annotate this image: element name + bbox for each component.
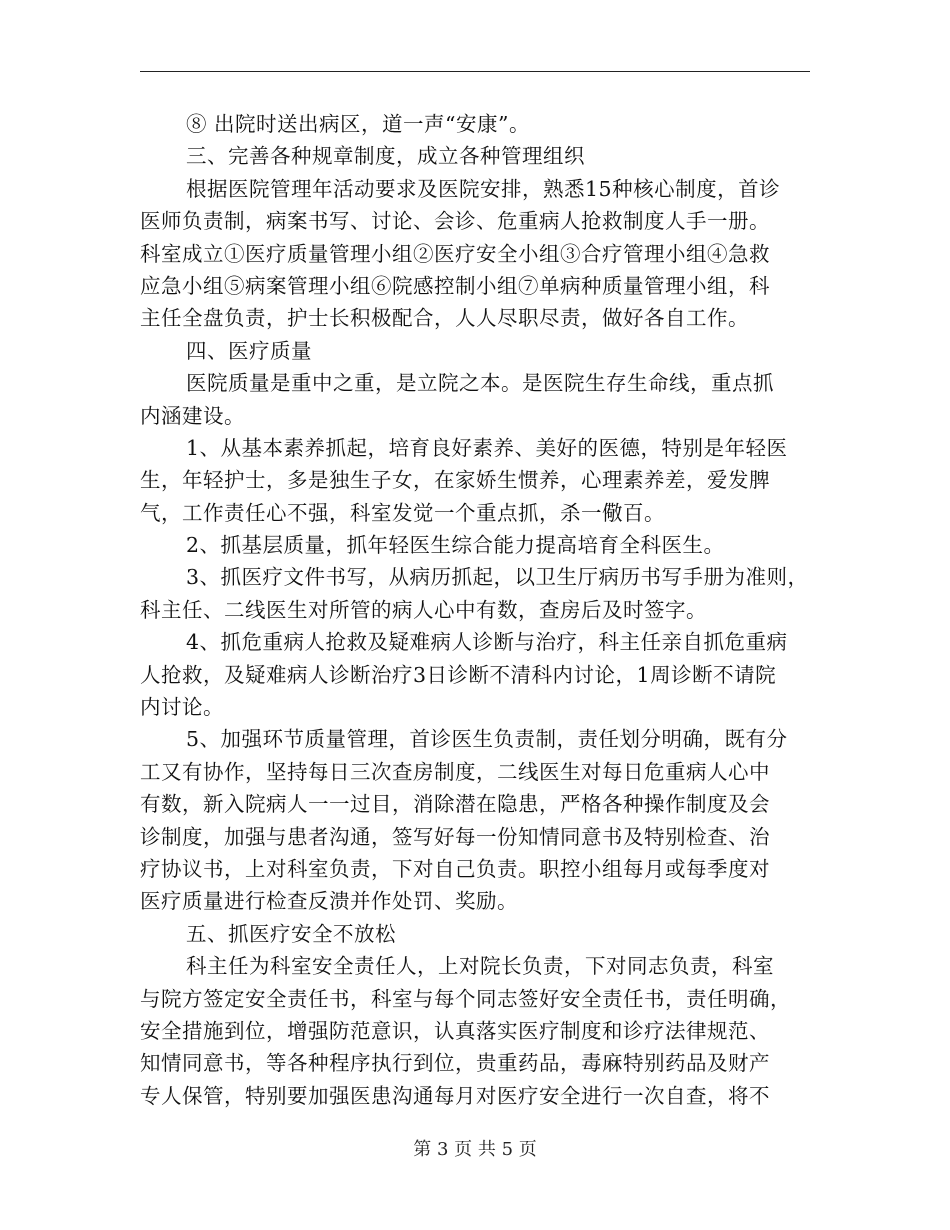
text-line: 四、医疗质量 xyxy=(186,338,312,363)
text-line: 生，年轻护士，多是独生子女，在家娇生惯养，心理素养差，爱发脾 xyxy=(140,468,770,493)
text-line: 4、抓危重病人抢救及疑难病人诊断与治疗，科主任亲自抓危重病 xyxy=(186,630,788,655)
text-line: 1、从基本素养抓起，培育良好素养、美好的医德，特别是年轻医 xyxy=(186,435,788,460)
text-line: 与院方签定安全责任书，科室与每个同志签好安全责任书，责任明确， xyxy=(140,986,791,1011)
text-line: ⑧ 出院时送出病区，道一声“安康”。 xyxy=(186,112,530,136)
text-line: 知情同意书，等各种程序执行到位，贵重药品，毒麻特别药品及财产 xyxy=(140,1051,770,1076)
text-line: 科主任为科室安全责任人，上对院长负责，下对同志负责，科室 xyxy=(186,954,774,979)
text-line: 医师负责制，病案书写、讨论、会诊、危重病人抢救制度人手一册。 xyxy=(140,209,770,234)
text-line: 应急小组⑤病案管理小组⑥院感控制小组⑦单病种质量管理小组，科 xyxy=(140,273,770,298)
text-line: 有数，新入院病人一一过目，消除潜在隐患，严格各种操作制度及会 xyxy=(140,792,770,817)
text-line: 医院质量是重中之重，是立院之本。是医院生存生命线，重点抓 xyxy=(186,371,774,396)
text-line: 内讨论。 xyxy=(140,695,224,720)
text-line: 内涵建设。 xyxy=(140,403,245,428)
text-line: 科室成立①医疗质量管理小组②医疗安全小组③合疗管理小组④急救 xyxy=(140,241,770,266)
text-line: 安全措施到位，增强防范意识，认真落实医疗制度和诊疗法律规范、 xyxy=(140,1018,770,1043)
text-line: 三、完善各种规章制度，成立各种管理组织 xyxy=(186,144,585,169)
text-line: 疗协议书，上对科室负责，下对自己负责。职控小组每月或每季度对 xyxy=(140,856,770,881)
text-line: 根据医院管理年活动要求及医院安排，熟悉15种核心制度，首诊 xyxy=(186,176,781,201)
text-line: 2、抓基层质量，抓年轻医生综合能力提高培育全科医生。 xyxy=(186,533,725,558)
text-line: 人抢救，及疑难病人诊断治疗3日诊断不清科内讨论，1周诊断不请院 xyxy=(140,662,777,687)
text-line: 5、加强环节质量管理，首诊医生负责制，责任划分明确，既有分 xyxy=(186,727,788,752)
text-line: 五、抓医疗安全不放松 xyxy=(186,921,396,946)
page-footer: 第 3 页 共 5 页 xyxy=(413,1139,537,1160)
text-line: 主任全盘负责，护士长积极配合，人人尽职尽责，做好各自工作。 xyxy=(140,306,749,331)
text-line: 工又有协作，坚持每日三次查房制度，二线医生对每日危重病人心中 xyxy=(140,759,770,784)
text-line: 诊制度，加强与患者沟通，签写好每一份知情同意书及特别检查、治 xyxy=(140,824,770,849)
text-line: 科主任、二线医生对所管的病人心中有数，查房后及时签字。 xyxy=(140,597,707,622)
document-body xyxy=(140,108,820,1112)
text-line: 气，工作责任心不强，科室发觉一个重点抓，杀一儆百。 xyxy=(140,500,665,525)
text-line: 3、抓医疗文件书写，从病历抓起，以卫生厅病历书写手册为准则， xyxy=(186,565,809,590)
text-line: 医疗质量进行检查反溃并作处罚、奖励。 xyxy=(140,889,518,914)
header-rule xyxy=(140,71,810,72)
text-line: 专人保管，特别要加强医患沟通每月对医疗安全进行一次自查，将不 xyxy=(140,1083,770,1108)
